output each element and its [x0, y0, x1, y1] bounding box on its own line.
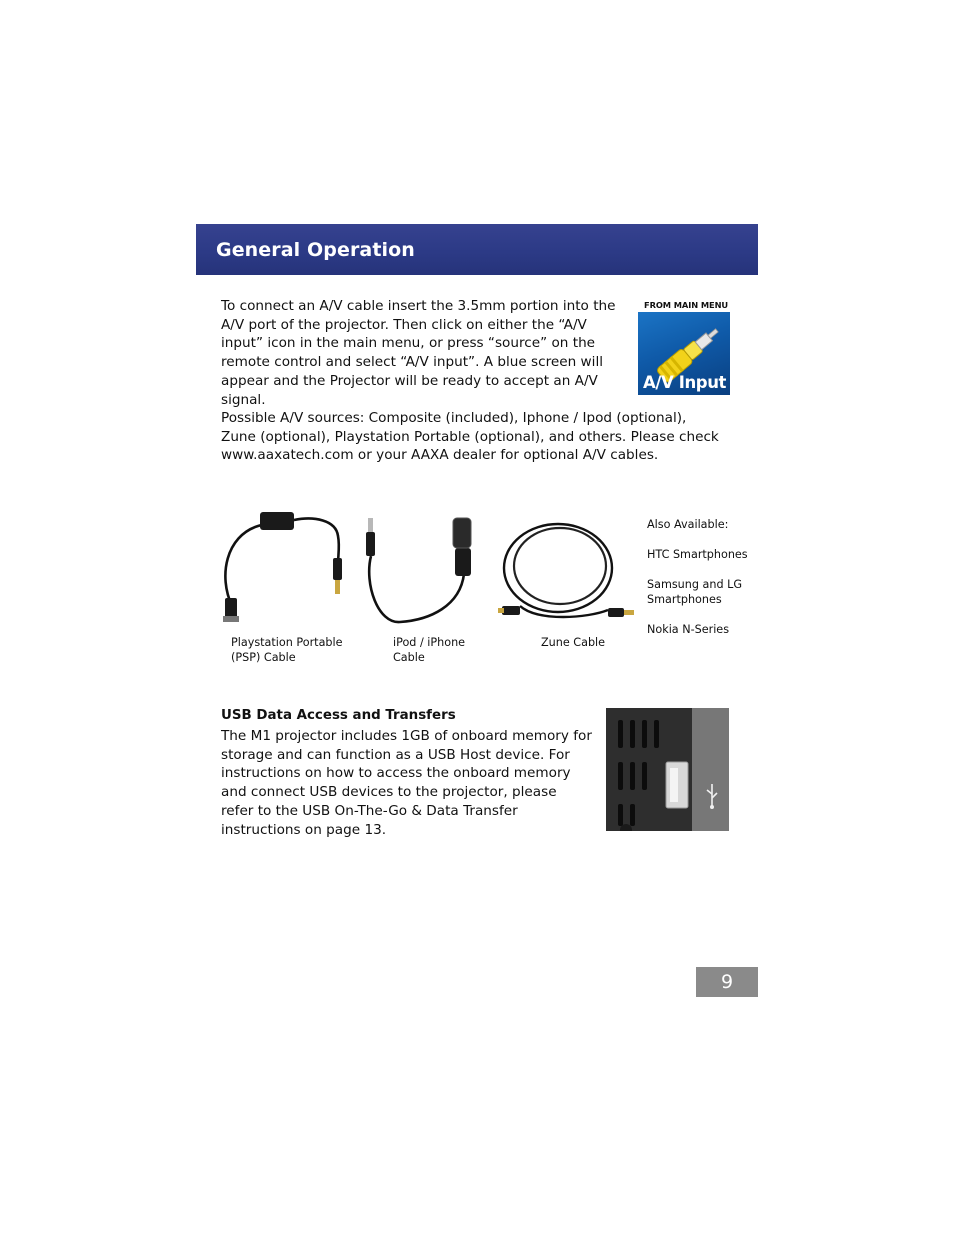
also-item-samsung: Samsung and LG — [647, 578, 743, 591]
av-sources-paragraph: Possible A/V sources: Composite (included), Iphone / Ipod (optional), Zune (optional), Playstation Portable (optional), and others. Please check www.aaxatech.com or your AAXA dealer for optional A/V cables. — [221, 410, 719, 464]
also-available-heading: Also Available: — [647, 518, 729, 531]
usb-port-image — [606, 708, 729, 831]
psp-caption-line1: Playstation Portable — [231, 636, 343, 649]
usb-section-heading: USB Data Access and Transfers — [221, 708, 456, 723]
menu-caption: FROM MAIN MENU — [644, 300, 729, 310]
av-connect-paragraph: To connect an A/V cable insert the 3.5mm portion into the A/V port of the projector. Then click on either the “A/V input” icon in the main menu, or press “source” on the remote control and select “A/V input”. A blue screen will appear and the Projector will be ready to accept an A/V signal. — [221, 298, 616, 408]
ipod-caption-line1: iPod / iPhone — [393, 636, 466, 649]
section-title: General Operation — [216, 239, 415, 261]
psp-cable-image — [216, 506, 346, 624]
also-item-samsung-cont: Smartphones — [647, 593, 722, 606]
av-input-icon — [638, 312, 730, 395]
av-input-label: A/V Input — [643, 373, 727, 392]
usb-paragraph: The M1 projector includes 1GB of onboard memory for storage and can function as a USB Host device. For instructions on how to access the onboard memory and connect USB devices to the projector, please refer to the USB On-The-Go & Data Transfer instructions on page 13. — [221, 728, 592, 838]
section-header — [196, 224, 758, 275]
also-item-nokia: Nokia N-Series — [647, 623, 730, 636]
zune-cable-caption: Zune Cable — [541, 636, 606, 649]
psp-caption-line2: (PSP) Cable — [231, 651, 296, 664]
ipod-caption-line2: Cable — [393, 651, 425, 664]
page-number: 9 — [696, 967, 758, 997]
also-item-htc: HTC Smartphones — [647, 548, 748, 561]
ipod-cable-caption — [393, 635, 465, 665]
usb-port-photo — [606, 708, 729, 831]
zune-cable-image — [498, 522, 638, 628]
ipod-cable-image — [360, 514, 475, 626]
psp-cable-caption — [231, 635, 343, 665]
